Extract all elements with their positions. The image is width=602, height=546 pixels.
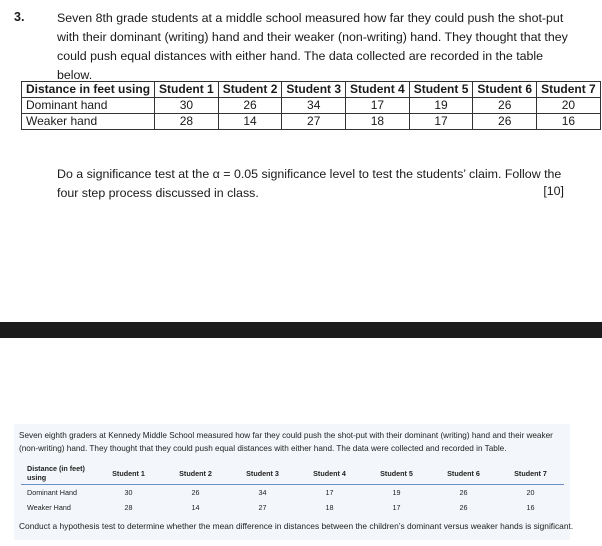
table-cell: 34 xyxy=(258,488,267,497)
table-cell: 28 xyxy=(124,503,133,512)
question-number: 3. xyxy=(14,10,25,24)
table-cell: 17 xyxy=(325,488,334,497)
column-header: Student 1 xyxy=(95,462,162,485)
second-excerpt-footer: Conduct a hypothesis test to determine whether the mean difference in distances between the children’s dominant versus weaker hands is significant. xyxy=(19,521,574,531)
table-cell: 19 xyxy=(392,488,401,497)
marks-label: [10] xyxy=(543,184,564,198)
row-label: Dominant Hand xyxy=(27,488,77,497)
table-cell: 26 xyxy=(473,98,537,114)
table-cell: 19 xyxy=(409,98,473,114)
table-cell: 20 xyxy=(537,98,601,114)
table-cell: 27 xyxy=(258,503,267,512)
column-header: Student 5 xyxy=(363,462,430,485)
table-row xyxy=(22,114,601,130)
section-divider xyxy=(0,322,602,338)
column-header: Student 4 xyxy=(346,82,410,98)
column-header: Student 2 xyxy=(162,462,229,485)
table-cell: 30 xyxy=(155,98,219,114)
table-cell: 20 xyxy=(526,488,535,497)
table-header-row xyxy=(21,462,564,485)
table-cell: 26 xyxy=(218,98,282,114)
table-header-label: Distance (in feet) using xyxy=(21,462,95,485)
row-label: Weaker Hand xyxy=(27,503,71,512)
table-row xyxy=(21,500,564,515)
question-text: Seven 8th grade students at a middle school measured how far they could push the shot-put with their dominant (writing) hand and their weaker (non-writing) hand. They thought that they could push equal distances with either hand. The data collected are recorded in the table below. xyxy=(57,11,568,82)
table-cell: 30 xyxy=(124,488,133,497)
table-cell: 28 xyxy=(155,114,219,130)
table-cell: 26 xyxy=(459,503,468,512)
column-header: Student 7 xyxy=(497,462,564,485)
table-cell: 17 xyxy=(346,98,410,114)
column-header: Student 6 xyxy=(430,462,497,485)
table-header-row xyxy=(22,82,601,98)
table-cell: 14 xyxy=(218,114,282,130)
table-cell: 16 xyxy=(537,114,601,130)
column-header: Student 2 xyxy=(218,82,282,98)
table-cell: 16 xyxy=(526,503,535,512)
data-table xyxy=(21,81,601,130)
column-header: Student 4 xyxy=(296,462,363,485)
table-cell: 17 xyxy=(409,114,473,130)
column-header: Student 5 xyxy=(409,82,473,98)
table-cell: 18 xyxy=(325,503,334,512)
table-row xyxy=(21,485,564,501)
column-header: Student 7 xyxy=(537,82,601,98)
table-cell: 34 xyxy=(282,98,346,114)
instruction-text: Do a significance test at the α = 0.05 significance level to test the students’ claim. Follow the four step process discussed in class. xyxy=(57,167,562,200)
table-cell: 14 xyxy=(191,503,200,512)
table-row xyxy=(22,98,601,114)
second-excerpt-text: Seven eighth graders at Kennedy Middle School measured how far they could push the shot-put with their dominant (writing) hand and their weaker (non-writing) hand. They thought that they could push equal distances with either hand. The data were collected and recorded in Table. xyxy=(19,431,553,453)
column-header: Student 3 xyxy=(229,462,296,485)
table-cell: 26 xyxy=(459,488,468,497)
table-header-label: Distance in feet using xyxy=(22,82,155,98)
row-label: Weaker hand xyxy=(22,114,155,130)
row-label: Dominant hand xyxy=(22,98,155,114)
table-cell: 26 xyxy=(473,114,537,130)
column-header: Student 6 xyxy=(473,82,537,98)
table-cell: 17 xyxy=(392,503,401,512)
column-header: Student 1 xyxy=(155,82,219,98)
column-header: Student 3 xyxy=(282,82,346,98)
table-cell: 27 xyxy=(282,114,346,130)
second-data-table xyxy=(21,462,564,515)
table-cell: 18 xyxy=(346,114,410,130)
table-cell: 26 xyxy=(191,488,200,497)
